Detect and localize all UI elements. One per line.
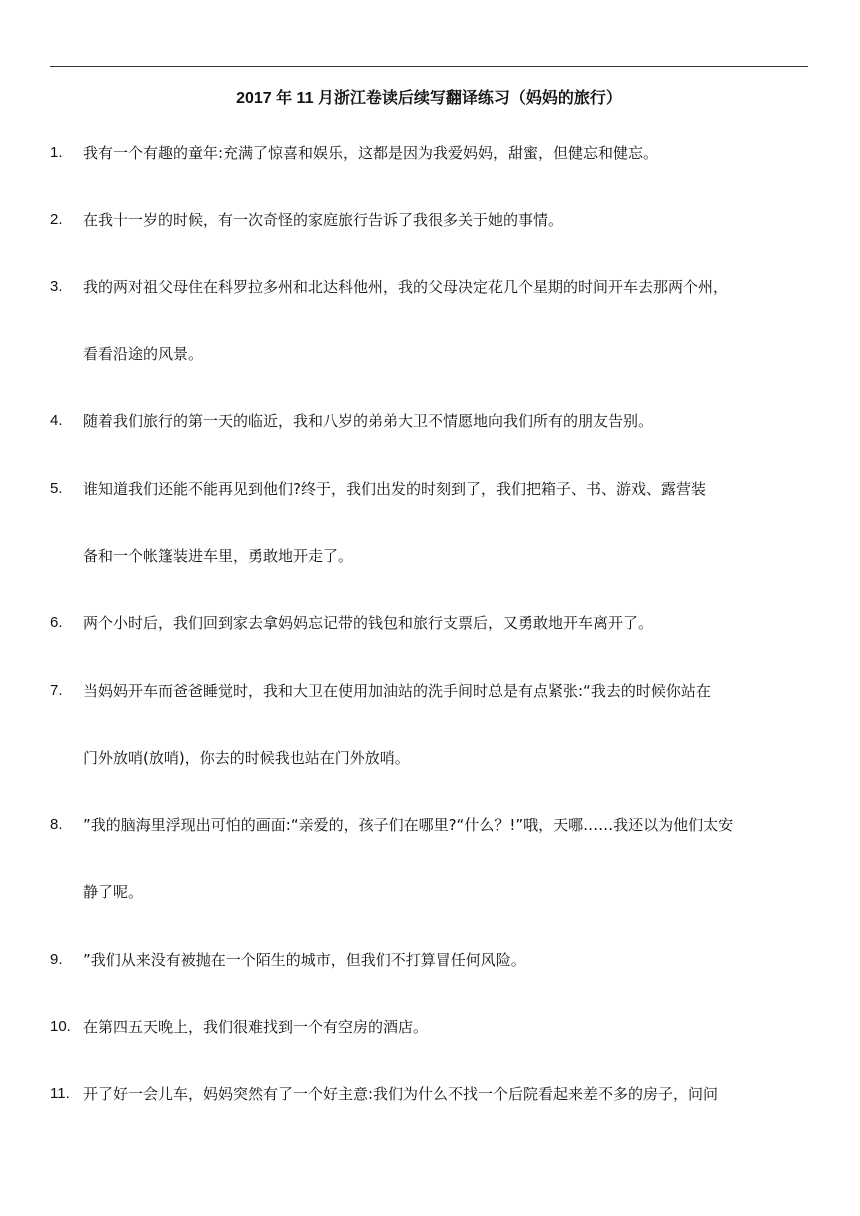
item-number: 3.: [50, 278, 63, 295]
item-text-continued: 看看沿途的风景。: [83, 345, 204, 363]
item-text: 两个小时后，我们回到家去拿妈妈忘记带的钱包和旅行支票后，又勇敢地开车离开了。: [83, 614, 654, 632]
item-number: 10.: [50, 1018, 71, 1035]
item-text: 谁知道我们还能不能再见到他们?终于，我们出发的时刻到了，我们把箱子、书、游戏、露营装: [83, 480, 706, 498]
item-text: 随着我们旅行的第一天的临近，我和八岁的弟弟大卫不情愿地向我们所有的朋友告别。: [83, 412, 654, 430]
item-text-continued: 静了呢。: [83, 883, 144, 901]
item-text: 我的两对祖父母住在科罗拉多州和北达科他州，我的父母决定花几个星期的时间开车去那两个州，: [83, 278, 729, 296]
item-number: 6.: [50, 614, 63, 631]
item-text: 在第四五天晚上，我们很难找到一个有空房的酒店。: [83, 1018, 429, 1036]
item-number: 1.: [50, 144, 63, 161]
item-text: 我有一个有趣的童年:充满了惊喜和娱乐，这都是因为我爱妈妈，甜蜜，但健忘和健忘。: [83, 144, 659, 162]
item-text: ”我的脑海里浮现出可怕的画面:“亲爱的，孩子们在哪里?“什么？!”哦，天哪……我还以为他们太安: [83, 816, 734, 834]
item-text: 当妈妈开车而爸爸睡觉时，我和大卫在使用加油站的洗手间时总是有点紧张:“我去的时候你站在: [83, 682, 711, 700]
item-number: 5.: [50, 480, 63, 497]
item-text: 开了好一会儿车，妈妈突然有了一个好主意:我们为什么不找一个后院看起来差不多的房子，问问: [83, 1085, 719, 1103]
page-title: 2017 年 11 月浙江卷读后续写翻译练习（妈妈的旅行）: [236, 90, 622, 107]
item-number: 8.: [50, 816, 63, 833]
item-text: 在我十一岁的时候，有一次奇怪的家庭旅行告诉了我很多关于她的事情。: [83, 211, 564, 229]
item-text-continued: 门外放哨(放哨)，你去的时候我也站在门外放哨。: [83, 749, 410, 767]
item-number: 7.: [50, 682, 63, 699]
item-number: 9.: [50, 951, 63, 968]
header-divider: [50, 66, 808, 67]
item-number: 4.: [50, 412, 63, 429]
item-text: ”我们从来没有被抛在一个陌生的城市，但我们不打算冒任何风险。: [83, 951, 526, 969]
item-number: 11.: [50, 1085, 70, 1102]
item-number: 2.: [50, 211, 63, 228]
item-text-continued: 备和一个帐篷装进车里，勇敢地开走了。: [83, 547, 354, 565]
